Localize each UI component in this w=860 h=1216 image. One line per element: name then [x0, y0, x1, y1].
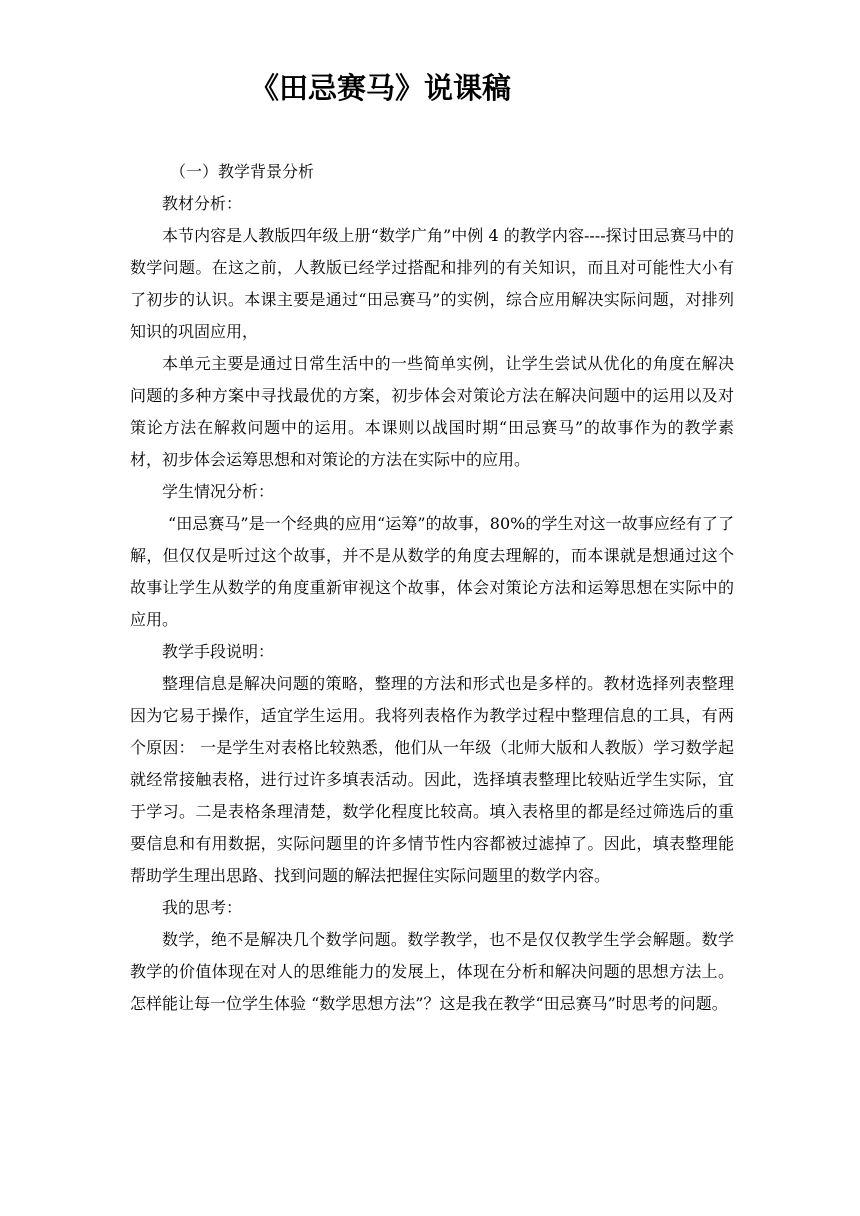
heading-student-analysis: 学生情况分析：	[162, 482, 275, 501]
section-heading-background: （一）教学背景分析	[170, 162, 315, 181]
paragraph-textbook-1: 本节内容是人教版四年级上册“数学广角”中例 4 的教学内容----探讨田忌赛马中的数学问题。在这之前，人教版已经学过搭配和排列的有关知识，而且对可能性大小有了初步的认识。本课主要是通过“田忌赛马”的实例，综合应用解决实际问题，对排列知识的巩固应用，	[130, 226, 734, 341]
document-body	[130, 156, 734, 1020]
heading-teaching-means: 教学手段说明：	[162, 642, 275, 661]
paragraph-textbook-2: 本单元主要是通过日常生活中的一些简单实例，让学生尝试从优化的角度在解决问题的多种方案中寻找最优的方案，初步体会对策论方法在解决问题中的运用以及对策论方法在解救问题中的运用。本课则以战国时期“田忌赛马”的故事作为的教学素材，初步体会运筹思想和对策论的方法在实际中的应用。	[130, 354, 734, 469]
paragraph-teaching-means: 整理信息是解决问题的策略，整理的方法和形式也是多样的。教材选择列表整理因为它易于操作，适宜学生运用。我将列表格作为教学过程中整理信息的工具，有两个原因： 一是学生对表格比较熟悉，他们从一年级（北师大版和人教版）学习数学起就经常接触表格，进行过许多填表活动。因此，选择填表整理比较贴近学生实际，宜于学习。二是表格条理清楚，数学化程度比较高。填入表格里的都是经过筛选后的重要信息和有用数据，实际问题里的许多情节性内容都被过滤掉了。因此，填表整理能帮助学生理出思路、找到问题的解法把握住实际问题里的数学内容。	[130, 674, 734, 885]
paragraph-my-thoughts: 数学，绝不是解决几个数学问题。数学教学，也不是仅仅教学生学会解题。数学教学的价值体现在对人的思维能力的发展上，体现在分析和解决问题的思想方法上。怎样能让每一位学生体验 “数学思想方法”？这是我在教学“田忌赛马”时思考的问题。	[130, 930, 734, 1013]
heading-my-thoughts: 我的思考：	[162, 898, 243, 917]
paragraph-student: “田忌赛马”是一个经典的应用“运筹”的故事，80%的学生对这一故事应经有了了解，但仅仅是听过这个故事，并不是从数学的角度去理解的，而本课就是想通过这个故事让学生从数学的角度重新审视这个故事，体会对策论方法和运筹思想在实际中的应用。	[130, 514, 734, 629]
content-blocks	[130, 188, 734, 1020]
document-title: 《田忌赛马》说课稿	[250, 71, 512, 105]
heading-textbook-analysis: 教材分析：	[162, 194, 243, 213]
